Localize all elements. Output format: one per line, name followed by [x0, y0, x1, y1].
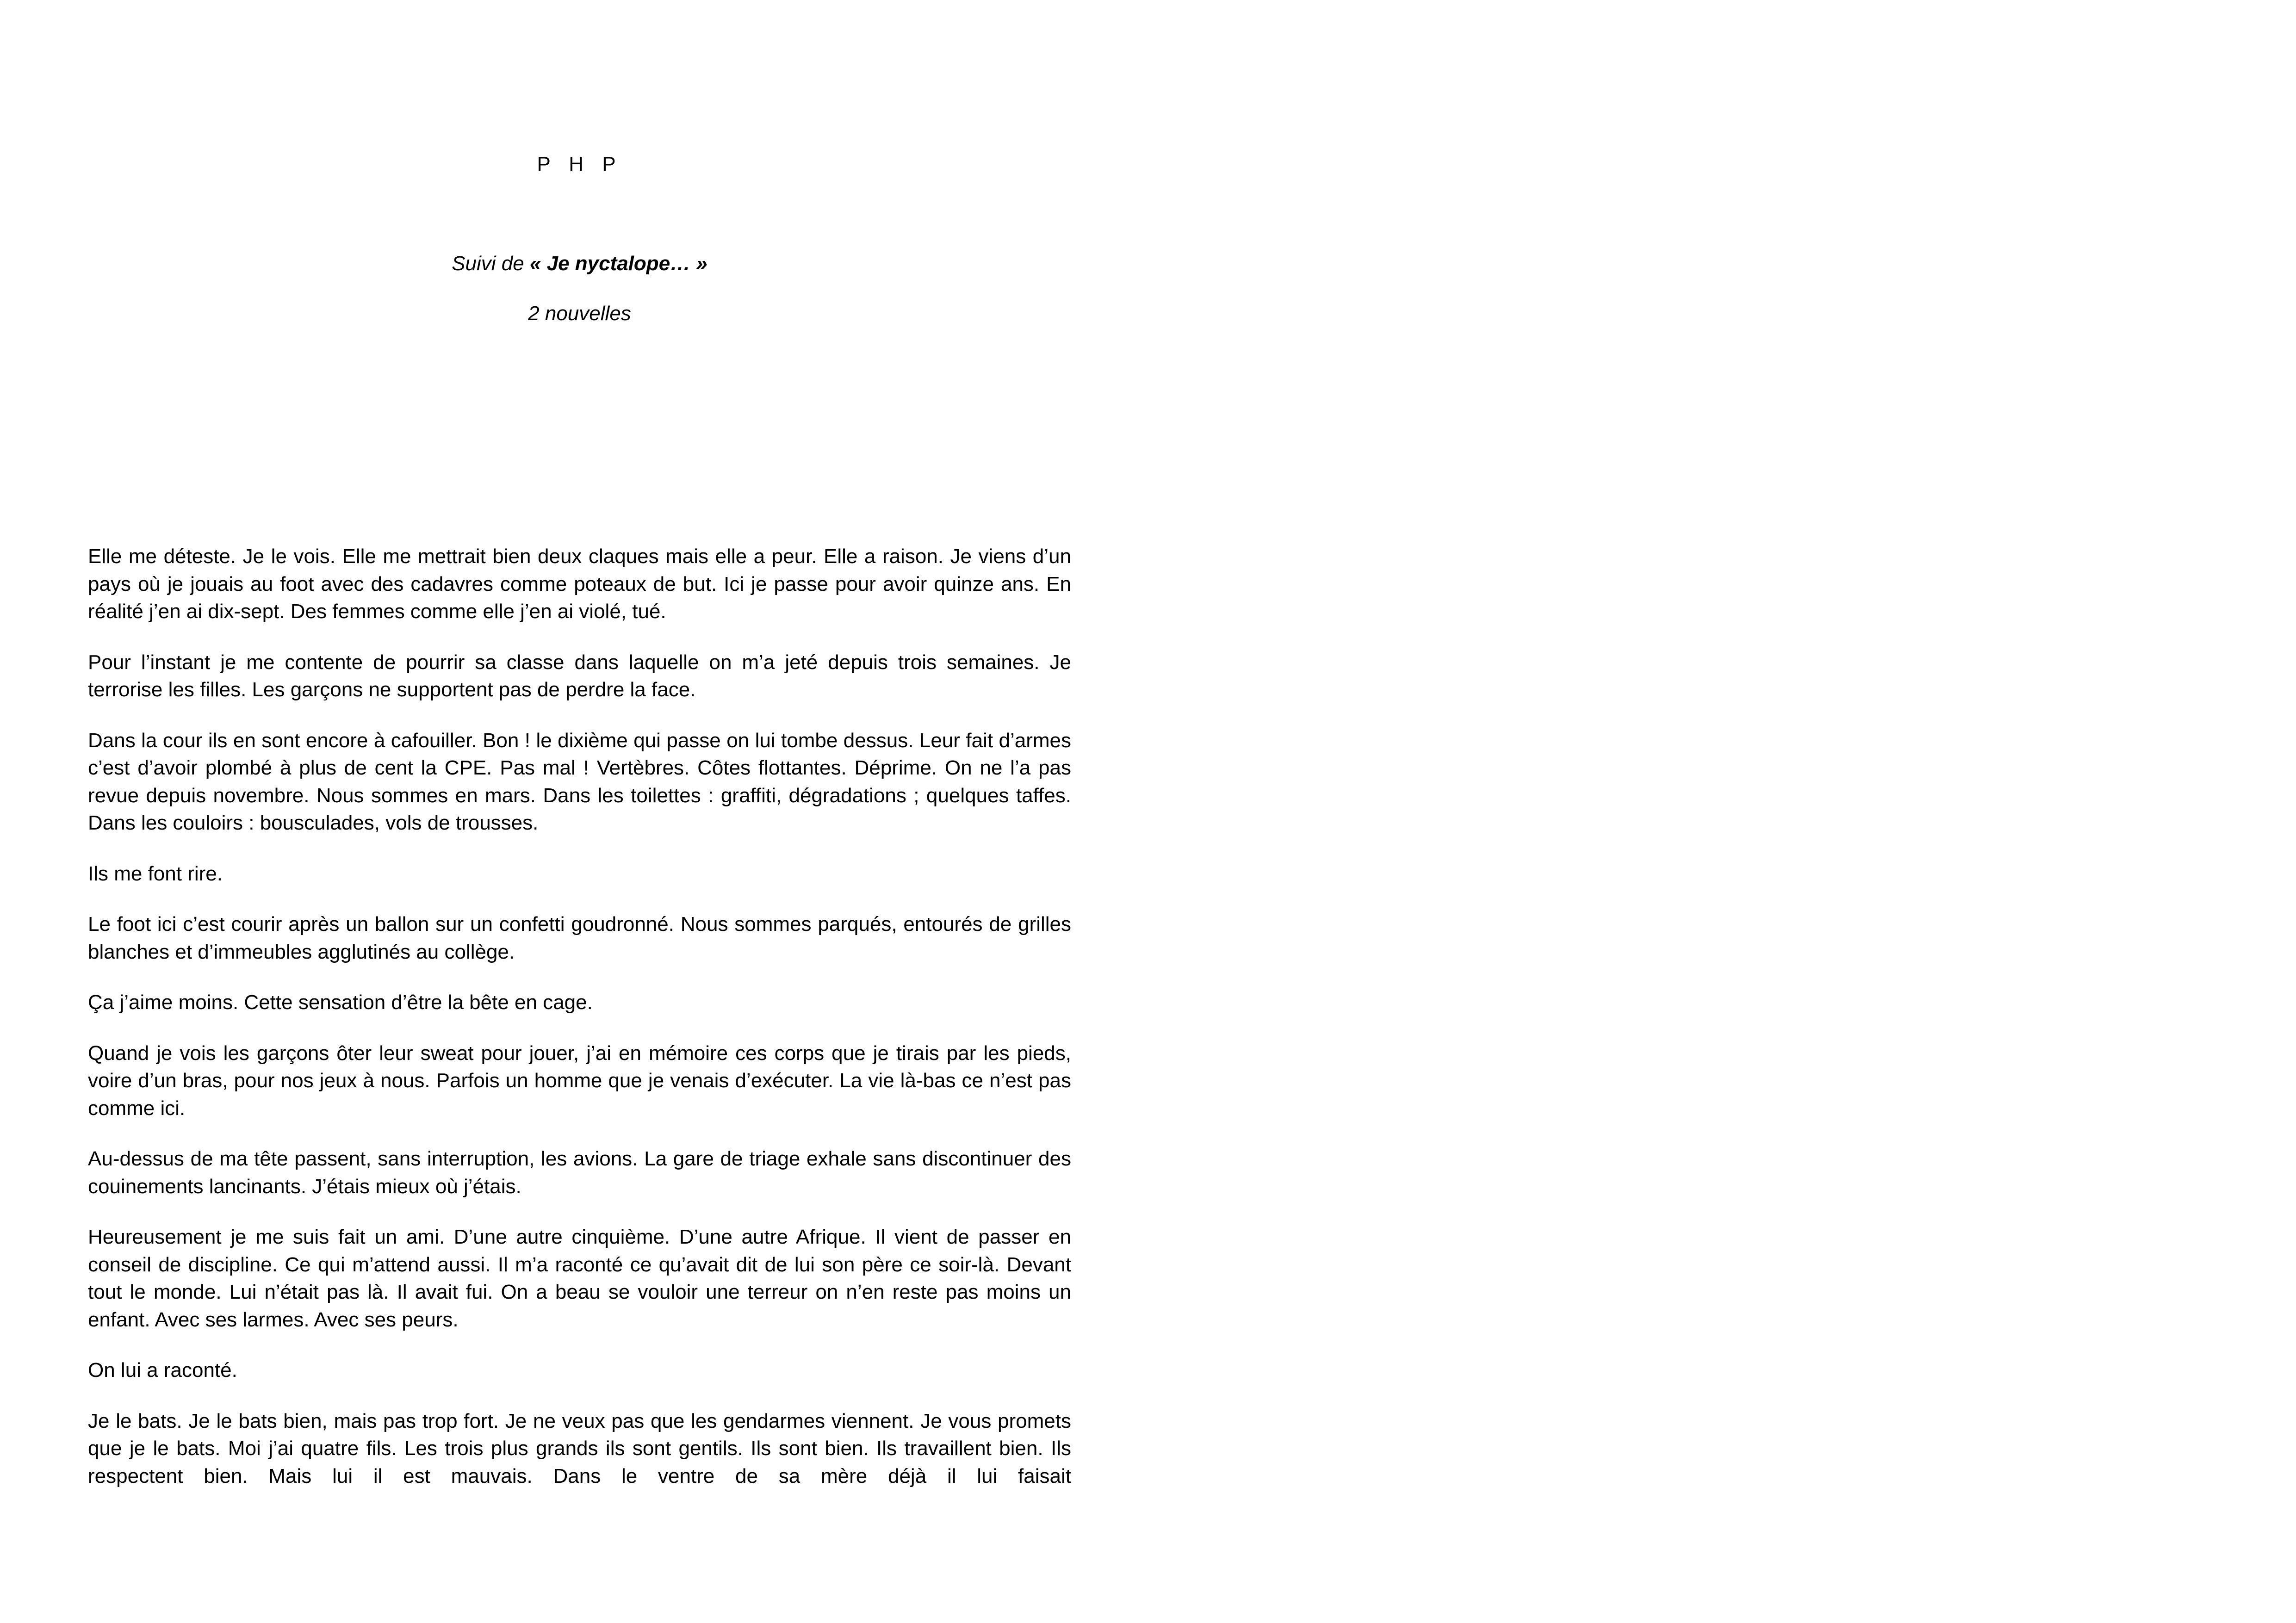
paragraph: Heureusement je me suis fait un ami. D’une autre cinquième. D’une autre Afrique. Il vient de passer en conseil de discipline. Ce qui m’attend aussi. Il m’a raconté ce qu’avait dit de lui son père ce soir-là. Devant tout le monde. Lui n’était pas là. Il avait fui. On a beau se vouloir une terreur on n’en reste pas moins un enfant. Avec ses larmes. Avec ses peurs. — [88, 1226, 1071, 1331]
paragraph: Elle me déteste. Je le vois. Elle me mettrait bien deux claques mais elle a peur. Elle a raison. Je viens d’un pays où je jouais au foot avec des cadavres comme poteaux de but. Ici je passe pour avoir quinze ans. En réalité j’en ai dix-sept. Des femmes comme elle j’en ai violé, tué. — [88, 545, 1071, 623]
paragraph: Je le bats. Je le bats bien, mais pas trop fort. Je ne veux pas que les gendarmes viennent. Je vous promets que je le bats. Moi j’ai quatre fils. Les trois plus grands ils sont gentils. Ils sont bien. Ils travaillent bien. Ils respectent bien. Mais lui il est mauvais. Dans le ventre de sa mère déjà il lui faisait — [88, 1409, 1071, 1487]
book-title: P H P — [537, 153, 622, 175]
paragraph: Au-dessus de ma tête passent, sans interruption, les avions. La gare de triage exhale sans discontinuer des couinements lancinants. J’étais mieux où j’étais. — [88, 1147, 1071, 1198]
subtitle — [88, 250, 1071, 278]
paragraph: Quand je vois les garçons ôter leur sweat pour jouer, j’ai en mémoire ces corps que je tirais par les pieds, voire d’un bras, pour nos jeux à nous. Parfois un homme que je venais d’exécuter. La vie là-bas ce n’est pas comme ici. — [88, 1041, 1071, 1120]
right-page — [1148, 0, 2296, 1623]
paragraph: Ça j’aime moins. Cette sensation d’être la bête en cage. — [88, 991, 593, 1014]
paragraph: Dans la cour ils en sont encore à cafouiller. Bon ! le dixième qui passe on lui tombe dessus. Leur fait d’armes c’est d’avoir plombé à plus de cent la CPE. Pas mal ! Vertèbres. Côtes flottantes. Déprime. On ne l’a pas revue depuis novembre. Nous sommes en mars. Dans les toilettes : graffiti, dégradations ; quelques taffes. Dans les couloirs : bousculades, vols de trousses. — [88, 729, 1071, 834]
subtitle-story-title: « Je nyctalope… » — [529, 252, 707, 275]
subtitle-prefix: Suivi de — [452, 252, 530, 275]
paragraph: Pour l’instant je me contente de pourrir sa classe dans laquelle on m’a jeté depuis trois semaines. Je terrorise les filles. Les garçons ne supportent pas de perdre la face. — [88, 650, 1071, 701]
paragraph: Ils me font rire. — [88, 862, 223, 885]
story-count: 2 nouvelles — [528, 302, 631, 325]
paragraph: On lui a raconté. — [88, 1359, 237, 1381]
paragraph: Le foot ici c’est courir après un ballon sur un confetti goudronné. Nous sommes parqués, entourés de grilles blanches et d’immeubles agglutinés au collège. — [88, 913, 1071, 963]
left-text-column — [88, 543, 1071, 1513]
